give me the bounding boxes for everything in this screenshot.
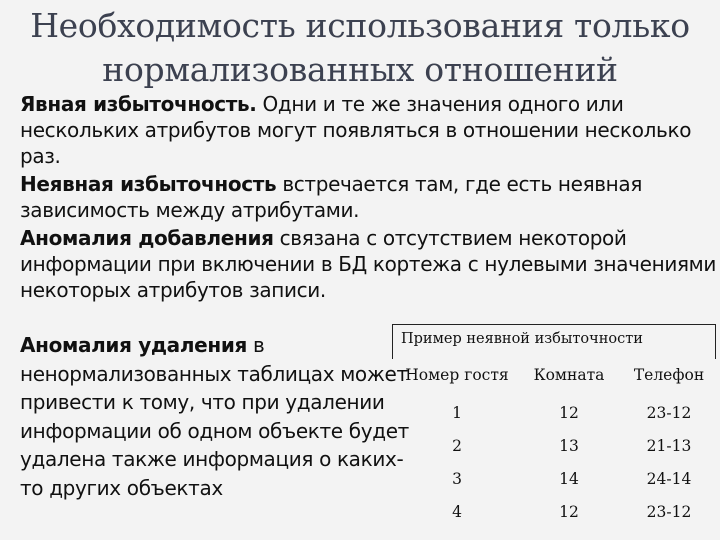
- table-cell-room: 14: [559, 470, 579, 488]
- table-cell-room: 12: [559, 404, 579, 422]
- table-cell-guest-number: 3: [452, 470, 462, 488]
- term-deletion-anomaly: Аномалия удаления: [20, 333, 247, 357]
- paragraph-implicit-redundancy: [20, 171, 720, 223]
- body-text: [20, 91, 720, 305]
- table-cell-phone: 24-14: [646, 470, 692, 488]
- table-cell-guest-number: 2: [452, 437, 462, 455]
- definition-insertion-anomaly: связана с отсутствием некоторой информации при включении в БД кортежа с нулевыми значениями некоторых атрибутов записи.: [20, 226, 717, 302]
- paragraph-explicit-redundancy: [20, 91, 720, 169]
- table-cell-room: 12: [559, 503, 579, 521]
- term-explicit-redundancy: Явная избыточность.: [20, 92, 257, 116]
- definition-explicit-redundancy: Одни и те же значения одного или нескольких атрибутов могут появляться в отношении несколько раз.: [20, 92, 692, 168]
- column-header-phone: Телефон: [633, 366, 705, 384]
- slide-title: [0, 4, 720, 92]
- slide-title-line-1: Необходимость использования только: [30, 6, 690, 45]
- table-row: [398, 437, 716, 470]
- table-cell-phone: 23-12: [646, 503, 692, 521]
- table-header-row: [398, 366, 716, 404]
- example-caption: Пример неявной избыточности: [401, 331, 643, 347]
- paragraph-insertion-anomaly: [20, 225, 720, 303]
- term-implicit-redundancy: Неявная избыточность: [20, 172, 277, 196]
- column-header-room: Комната: [533, 366, 605, 384]
- paragraph-deletion-anomaly: [20, 331, 410, 502]
- example-table: [398, 366, 716, 536]
- example-caption-box: [392, 324, 716, 359]
- definition-deletion-anomaly: в ненормализованных таблицах может привести к тому, что при удалении информации об одном объекте будет удалена также информация о каких-то других объектах: [20, 333, 409, 500]
- table-cell-phone: 23-12: [646, 404, 692, 422]
- definition-implicit-redundancy: встречается там, где есть неявная зависимость между атрибутами.: [20, 172, 642, 222]
- column-header-guest-number: Номер гостя: [405, 366, 509, 384]
- table-row: [398, 503, 716, 536]
- term-insertion-anomaly: Аномалия добавления: [20, 226, 274, 250]
- table-cell-phone: 21-13: [646, 437, 692, 455]
- table-row: [398, 404, 716, 437]
- slide-title-line-2: нормализованных отношений: [102, 50, 618, 89]
- table-cell-guest-number: 1: [452, 404, 462, 422]
- table-cell-guest-number: 4: [452, 503, 462, 521]
- table-row: [398, 470, 716, 503]
- table-cell-room: 13: [559, 437, 579, 455]
